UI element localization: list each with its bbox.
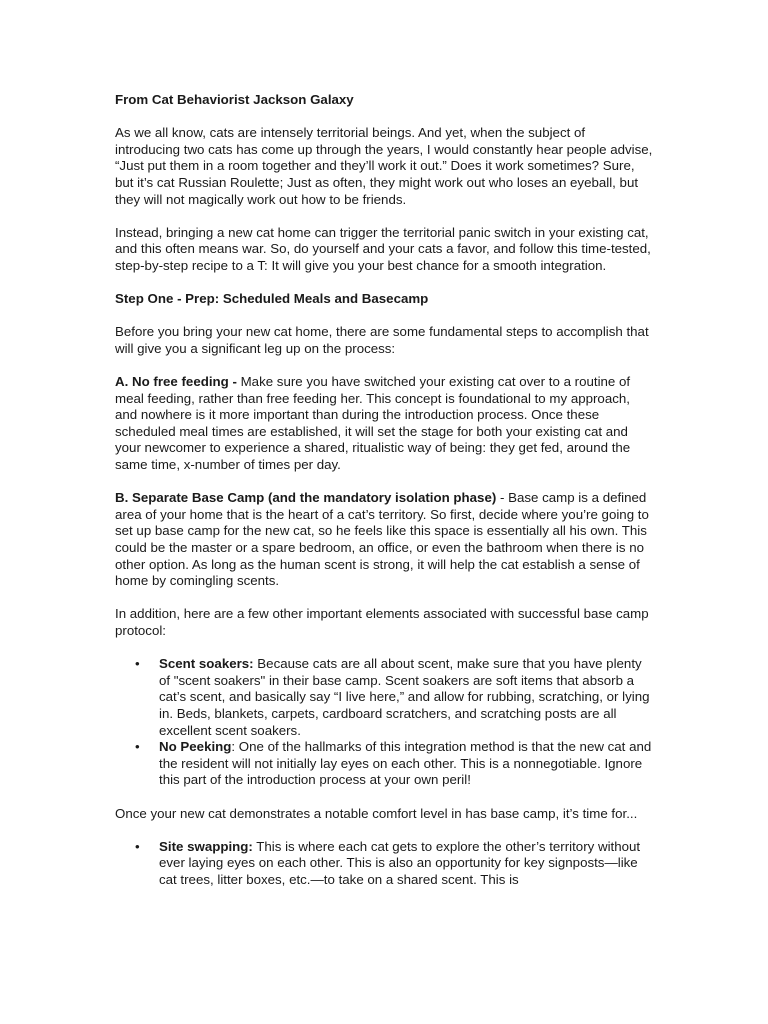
list-item xyxy=(115,839,653,889)
intro-paragraph-2: Instead, bringing a new cat home can trigger the territorial panic switch in your existing cat, and this often means war. So, do yourself and your cats a favor, and follow this time-tested, step-by-step recipe to a T: It will give you your best chance for a smooth integration. xyxy=(115,224,651,273)
base-camp-list xyxy=(115,656,653,789)
list-item-text: Because cats are all about scent, make sure that you have plenty of "scent soakers" in their base camp. Scent soakers are soft items that absorb a cat’s scent, and basically say “I live here,” and allow for rubbing, scratching, or lying in. Beds, blankets, carpets, cardboard scratchers, and scratching posts are all excellent scent soakers. xyxy=(159,656,650,738)
list-item xyxy=(115,656,653,739)
bullet-icon: • xyxy=(135,838,140,854)
list-item-label: No Peeking xyxy=(159,739,232,755)
section-a-paragraph xyxy=(115,374,653,474)
document-title: From Cat Behaviorist Jackson Galaxy xyxy=(115,92,354,107)
list-item-label: Scent soakers: xyxy=(159,656,254,672)
intro-paragraph-1: As we all know, cats are intensely territorial beings. And yet, when the subject of introducing two cats has come up through the years, I would constantly hear people advise, “Just put them in a room together and they’ll work it out.” Does it work sometimes? Sure, but it’s cat Russian Roulette; Just as often, they might work out who loses an eyeball, but they will not magically work out how to be friends. xyxy=(115,125,653,207)
section-a-text: Make sure you have switched your existing cat over to a routine of meal feeding, rather than free feeding her. This concept is foundational to my approach, and nowhere is it more important than during the introduction process. Once these scheduled meal times are established, it will set the stage for both your existing cat and your newcomer to experience a shared, ritualistic way of being: they get fed, around the same time, x-number of times per day. xyxy=(115,374,631,473)
section-b-paragraph xyxy=(115,490,653,590)
section-b-text: - Base camp is a defined area of your home that is the heart of a cat’s territory. So first, decide where you’re going to set up base camp for the new cat, so he feels like this space is essentially all his own. This could be the master or a spare bedroom, an office, or even the bathroom when there is no other option. As long as the human scent is strong, it will help the cat establish a sense of home by comingling scents. xyxy=(115,490,649,589)
transition-paragraph: Once your new cat demonstrates a notable comfort level in has base camp, it’s time for... xyxy=(115,805,638,821)
list-item-label: Site swapping: xyxy=(159,838,253,854)
step-one-heading: Step One - Prep: Scheduled Meals and Basecamp xyxy=(115,291,429,307)
list-item-text: This is where each cat gets to explore the other’s territory without ever laying eyes on each other. This is also an opportunity for key signposts—like cat trees, litter boxes, etc.—to take on a shared scent. This is xyxy=(159,838,641,887)
addition-paragraph: In addition, here are a few other important elements associated with successful base camp protocol: xyxy=(115,606,649,638)
list-item xyxy=(115,739,653,789)
step-one-lead: Before you bring your new cat home, there are some fundamental steps to accomplish that will give you a significant leg up on the process: xyxy=(115,324,649,356)
section-a-label: A. No free feeding - xyxy=(115,374,237,390)
bullet-icon: • xyxy=(135,656,140,672)
site-swapping-list xyxy=(115,839,653,889)
document-page xyxy=(115,92,653,905)
list-item-text: : One of the hallmarks of this integration method is that the new cat and the resident will not initially lay eyes on each other. This is a nonnegotiable. Ignore this part of the introduction process at your own peril! xyxy=(159,739,652,788)
section-b-label: B. Separate Base Camp (and the mandatory isolation phase) xyxy=(115,490,497,506)
bullet-icon: • xyxy=(135,739,140,755)
